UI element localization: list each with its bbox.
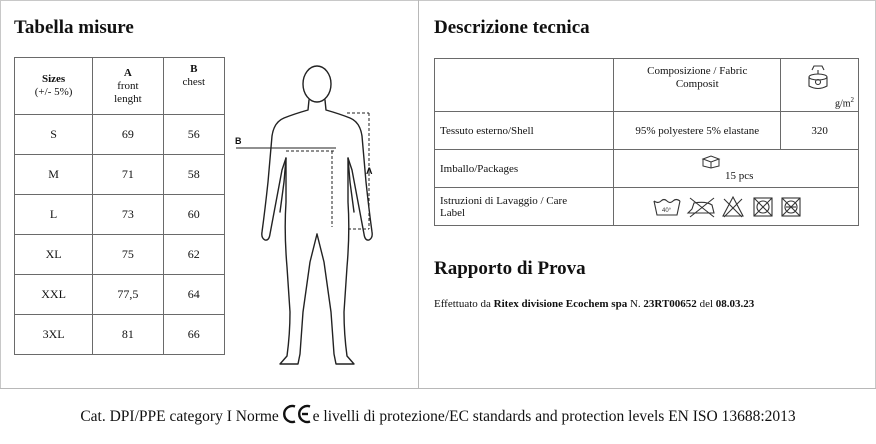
tolerance-label: (+/- 5%) <box>34 86 73 98</box>
size-cell: 3XL <box>15 315 93 355</box>
care-label-line1: Istruzioni di Lavaggio / Care <box>440 194 568 207</box>
care-symbols-cell <box>614 188 859 226</box>
ce-mark-icon <box>283 404 313 429</box>
no-dry-clean-icon <box>782 198 800 216</box>
col-a-label-line2: lenght <box>114 92 142 105</box>
report-title: Rapporto di Prova <box>434 258 586 279</box>
frame-left-border <box>0 0 1 388</box>
footer-divider <box>0 388 876 389</box>
weight-unit-exponent: 2 <box>850 95 854 104</box>
weight-unit-label <box>835 96 854 109</box>
shell-composition-cell: 95% polyestere 5% elastane <box>614 112 781 150</box>
table-row <box>15 235 225 275</box>
measure-b-label: B <box>235 136 242 146</box>
size-table-header <box>15 58 225 115</box>
tech-table-header <box>435 59 859 112</box>
report-text <box>434 298 754 310</box>
chest-measurement-line <box>235 136 336 151</box>
size-cell: XL <box>15 235 93 275</box>
packages-label-cell: Imballo/Packages <box>435 150 614 188</box>
weight-unit-text: g/m <box>834 98 851 109</box>
measure-a-label: A <box>366 166 373 176</box>
table-row <box>15 275 225 315</box>
report-number: 23RT00652 <box>643 298 697 310</box>
table-row <box>435 150 859 188</box>
table-row <box>15 115 225 155</box>
size-cell: S <box>15 115 93 155</box>
chest-cell: 64 <box>163 275 224 315</box>
care-label-line2: Label <box>440 206 466 219</box>
footer-standards <box>0 404 876 429</box>
shell-label-cell: Tessuto esterno/Shell <box>435 112 614 150</box>
col-a-letter: A <box>123 66 132 79</box>
report-middle: N. <box>627 298 644 310</box>
length-cell: 71 <box>93 155 163 195</box>
report-date-prefix: del <box>696 298 716 310</box>
table-row <box>15 315 225 355</box>
chest-cell: 58 <box>163 155 224 195</box>
col-b-label: chest <box>182 76 206 88</box>
weight-header-cell <box>781 59 859 112</box>
tech-table <box>434 58 859 226</box>
length-cell: 77,5 <box>93 275 163 315</box>
shell-weight-cell: 320 <box>781 112 859 150</box>
col-b-letter: B <box>190 63 198 75</box>
body-measurement-figure <box>232 62 412 367</box>
no-iron-icon <box>688 198 714 217</box>
no-tumble-dry-icon <box>754 198 772 216</box>
chest-cell: 62 <box>163 235 224 275</box>
size-cell: XXL <box>15 275 93 315</box>
size-table-title: Tabella misure <box>14 17 134 38</box>
wash-temp-label: 40° <box>662 207 672 214</box>
table-row <box>15 195 225 235</box>
frame-top-border <box>0 0 876 1</box>
col-b-header-cell <box>163 58 224 115</box>
report-company: Ritex divisione Ecochem spa <box>493 298 628 310</box>
wash-40-icon <box>654 199 680 215</box>
composition-header-line2: Composit <box>675 78 719 90</box>
sizes-header-cell <box>15 58 93 115</box>
report-date: 08.03.23 <box>715 298 755 310</box>
length-cell: 75 <box>93 235 163 275</box>
col-a-header-cell <box>93 58 163 115</box>
table-row <box>15 155 225 195</box>
packages-value-cell <box>614 150 859 188</box>
care-label-cell <box>435 188 614 226</box>
chest-cell: 60 <box>163 195 224 235</box>
packages-value: 15 pcs <box>724 170 754 182</box>
box-icon <box>700 155 722 172</box>
size-table <box>14 57 225 355</box>
col-a-label-line1: front <box>117 79 139 92</box>
size-cell: M <box>15 155 93 195</box>
footer-text-after: e livelli di protezione/EC standards and protection levels EN ISO 13688:2013 <box>312 408 796 425</box>
size-cell: L <box>15 195 93 235</box>
table-row <box>435 188 859 226</box>
chest-cell: 66 <box>163 315 224 355</box>
composition-header-line1: Composizione / Fabric <box>647 65 748 77</box>
table-row <box>435 112 859 150</box>
length-cell: 81 <box>93 315 163 355</box>
length-cell: 69 <box>93 115 163 155</box>
report-prefix: Effettuato da <box>434 298 494 310</box>
chest-cell: 56 <box>163 115 224 155</box>
column-divider <box>418 0 419 388</box>
care-symbols <box>652 195 822 219</box>
footer-text-before: Cat. DPI/PPE category I Norme <box>80 408 283 425</box>
no-bleach-icon <box>723 197 743 217</box>
human-silhouette <box>262 66 372 364</box>
length-cell: 73 <box>93 195 163 235</box>
tech-description-title: Descrizione tecnica <box>434 17 590 38</box>
sizes-header-label: Sizes <box>41 73 66 85</box>
composition-header-cell <box>614 59 781 112</box>
empty-header-cell <box>435 59 614 112</box>
scale-icon <box>807 65 829 94</box>
